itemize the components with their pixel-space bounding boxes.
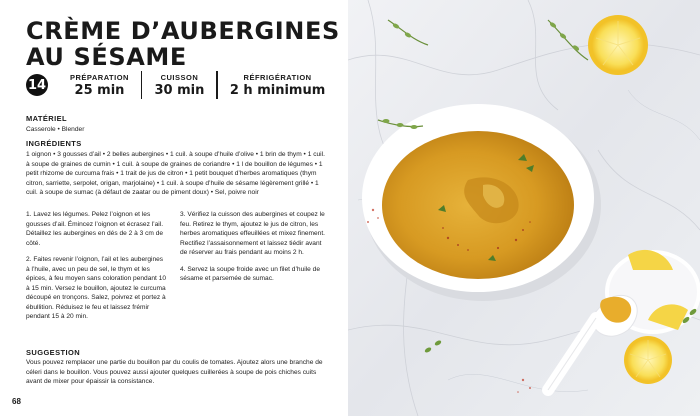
step-2: 2. Faites revenir l’oignon, l’ail et les aubergines à l’huile, avec un peu de sel, le thym et les épices, à feu moyen sans coloration pendant 10 à 15 min. Versez le bouillon, ajoutez le curcuma découpé en tronçons. Salez, poivrez et portez à ébullition. Réduisez le feu et laissez frémir pendant 15 à 20 min. <box>26 256 167 320</box>
materiel-text: Casserole • Blender <box>26 126 85 133</box>
meta-value: 30 min <box>154 82 205 98</box>
meta-refrigeration <box>218 73 337 98</box>
recipe-title-line-1: CRÈME D’AUBERGINES <box>26 17 340 45</box>
recipe-number-badge: 14 <box>26 74 48 96</box>
meta-value: 2 h minimum <box>229 82 326 98</box>
meta-label: RÉFRIGÉRATION <box>243 72 312 82</box>
steps-column-left <box>26 210 168 329</box>
meta-label: CUISSON <box>160 72 199 82</box>
meta-cuisson <box>142 73 216 98</box>
page-number: 68 <box>12 397 21 406</box>
recipe-meta <box>26 70 337 100</box>
meta-preparation <box>58 73 141 98</box>
suggestion-heading: SUGGESTION <box>26 348 81 357</box>
soup-photo <box>348 0 700 416</box>
recipe-title <box>26 18 340 70</box>
ingredients-heading: INGRÉDIENTS <box>26 139 82 148</box>
steps-column-right <box>180 210 328 291</box>
step-4: 4. Servez la soupe froide avec un filet d’huile de sésame et parsemée de sumac. <box>180 265 321 282</box>
meta-label: PRÉPARATION <box>70 72 129 82</box>
meta-value: 25 min <box>74 82 125 98</box>
step-3: 3. Vérifiez la cuisson des aubergines et coupez le feu. Retirez le thym, ajoutez le jus de citron, les herbes aromatiques effeuillées et mixez finement. Rectifiez l’assaisonnement et laissez tiédir avant de réserver au frais pendant au moins 2 h. <box>180 211 326 256</box>
recipe-page <box>0 0 348 416</box>
recipe-title-line-2: AU SÉSAME <box>26 43 187 71</box>
ingredients-text: 1 oignon • 3 gousses d’ail • 2 belles aubergines • 1 cuil. à soupe d’huile d’olive • 1 brin de thym • 1 cuil. à soupe de graines de cumin • 1 cuil. à soupe de graines de coriandre • 1 l de bouillon de légumes • 1 petit rhizome de curcuma frais • 1 trait de jus de citron • 1 petit bouquet d’herbes aromatiques (thym citron, sarriette, serpolet, origan, marjolaine) • 1 cuil. à soupe d’huile de sésame légèrement grillé • 1 cuil. à soupe de sumac (à défaut de zaatar ou de piment doux) • Sel, poivre noir <box>26 151 325 196</box>
materiel-heading: MATÉRIEL <box>26 114 67 123</box>
step-1: 1. Lavez les légumes. Pelez l’oignon et les gousses d’ail. Émincez l’oignon et écrasez l’ail. Détaillez les aubergines en dés de 2 à 3 cm de côté. <box>26 211 164 247</box>
suggestion-text: Vous pouvez remplacer une partie du bouillon par du coulis de tomates. Ajoutez alors une branche de céleri dans le bouillon. Vous pouvez aussi ajouter quelques cuillerées à soupe de pois chiches cuits avant de mixer pour épaissir la consistance. <box>26 359 323 385</box>
